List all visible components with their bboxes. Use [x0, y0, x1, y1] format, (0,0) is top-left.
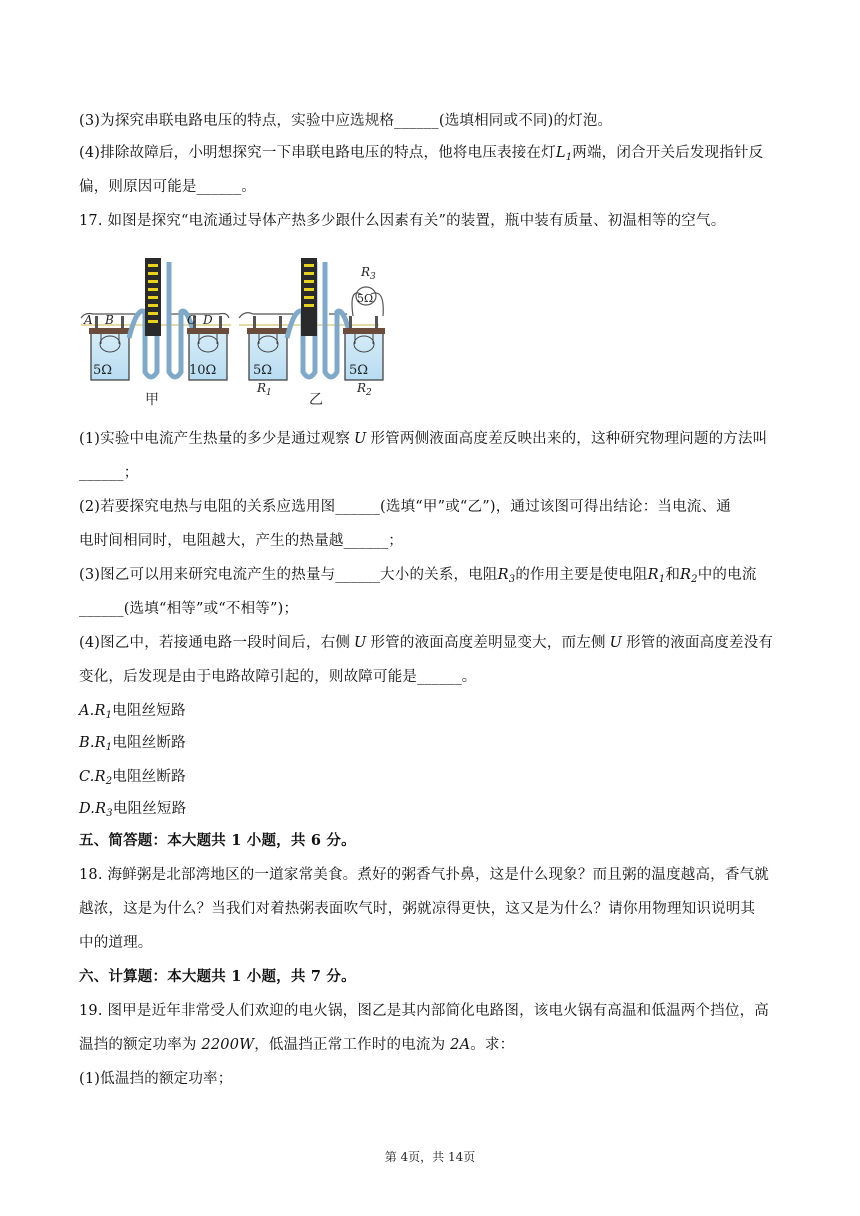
q17-part3-line2: ______(选填“相等”或“不相等”)；: [79, 601, 299, 617]
q17-part3-line1: (3)图乙可以用来研究电流产生的热量与______大小的关系，电阻$R_3$的作用主要是使电阻$R_1$和$R_2$中的电流: [79, 567, 757, 585]
q17-part2-line2: 电时间相同时，电阻越大，产生的热量越______；: [79, 533, 403, 549]
q18-line2: 越浓，这是为什么？当我们对着热粥表面吹气时，粥就凉得更快，这又是为什么？请你用物理知识说明其: [79, 901, 756, 917]
q17-part4-line1: (4)图乙中，若接通电路一段时间后，右侧 U 形管的液面高度差明显变大，而左侧 U 形管的液面高度差没有: [79, 635, 774, 651]
label-jia: 甲: [145, 392, 159, 408]
option-a: $A.R_1$电阻丝短路: [79, 703, 186, 721]
q16-part4-line1: (4)排除故障后，小明想探究一下串联电路电压的特点，他将电压表接在灯$L_1$两端，闭合开关后发现指针反: [79, 145, 764, 163]
section-6-heading: 六、计算题：本大题共 1 小题，共 7 分。: [79, 968, 356, 985]
q16-part3: (3)为探究串联电路电压的特点，实验中应选规格______(选填相同或不同)的灯泡。: [79, 113, 613, 129]
q18-line3: 中的道理。: [79, 935, 153, 951]
q17-part2-line1: (2)若要探究电热与电阻的关系应选用图______(选填“甲”或“乙”)，通过该图可得出结论：当电流、通: [79, 499, 731, 515]
yi-left-resistance: 5Ω: [253, 363, 273, 378]
r3-resistance: 5Ω: [357, 292, 374, 305]
jia-left-resistance: 5Ω: [93, 363, 113, 378]
label-yi: 乙: [309, 392, 323, 408]
yi-wire-left: [239, 313, 297, 318]
q19-line1: 19. 图甲是近年非常受人们欢迎的电火锅，图乙是其内部简化电路图，该电火锅有高温和低温两个挡位，高: [79, 1003, 769, 1019]
q19-part1: (1)低温挡的额定功率；: [79, 1071, 233, 1087]
q17-stem: 17. 如图是探究“电流通过导体产热多少跟什么因素有关”的装置，瓶中装有质量、初温相等的空气。: [79, 213, 726, 229]
experiment-figure: [79, 252, 399, 412]
label-R1: $R_1$: [257, 381, 272, 398]
q17-part4-line2: 变化，后发现是由于电路故障引起的，则故障可能是______。: [79, 669, 477, 685]
jia-right-resistance: 10Ω: [189, 363, 217, 378]
terminal-C: C: [187, 313, 197, 327]
terminal-A: A: [84, 313, 93, 327]
jia-left-lid: [89, 328, 131, 334]
option-b: $B.R_1$电阻丝断路: [79, 735, 186, 753]
q17-part1-line1: (1)实验中电流产生热量的多少是通过观察 U 形管两侧液面高度差反映出来的，这种研究物理问题的方法叫: [79, 431, 768, 447]
yi-right-resistance: 5Ω: [349, 363, 369, 378]
section-5-heading: 五、简答题：本大题共 1 小题，共 6 分。: [79, 832, 356, 849]
option-c: $C.R_2$电阻丝断路: [79, 769, 186, 787]
terminal-D: D: [203, 313, 213, 327]
joule-heating-apparatus: [79, 252, 399, 412]
q17-part1-line2: ______；: [79, 465, 139, 481]
q18-line1: 18. 海鲜粥是北部湾地区的一道家常美食。煮好的粥香气扑鼻，这是什么现象？而且粥的温度越高，香气就: [79, 867, 769, 883]
q19-line2: 温挡的额定功率为 2200W，低温挡正常工作时的电流为 2A。求：: [79, 1037, 515, 1053]
page-footer: 第 4页，共 14页: [384, 1150, 476, 1164]
q16-part4-line2: 偏，则原因可能是______。: [79, 179, 256, 195]
label-R2: $R_2$: [357, 381, 372, 398]
option-d: $D.R_3$电阻丝短路: [79, 801, 187, 819]
terminal-B: B: [105, 313, 114, 327]
label-R3: $R_3$: [361, 265, 376, 282]
